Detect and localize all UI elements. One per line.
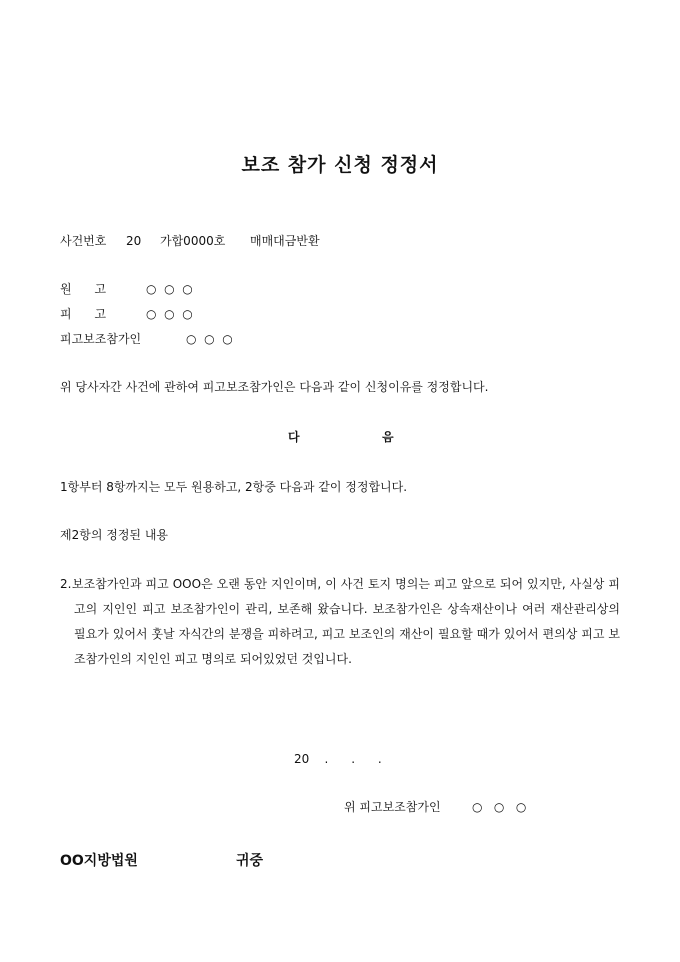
section-label: 제2항의 정정된 내용 <box>60 528 169 542</box>
intro-text: 위 당사자간 사건에 관하여 피고보조참가인은 다음과 같이 신청이유를 정정합니다. <box>60 380 489 394</box>
case-name: 매매대금반환 <box>250 234 320 248</box>
party-role-intervenor: 피고보조참가인 <box>60 332 142 346</box>
document-title: 보조 참가 신청 정정서 <box>241 154 439 176</box>
case-number: 가합0000호 <box>160 234 226 248</box>
party-role-defendant: 피 고 <box>60 307 107 321</box>
statement-text: 1항부터 8항까지는 모두 원용하고, 2항중 다음과 같이 정정합니다. <box>60 480 408 494</box>
signature-label: 위 피고보조참가인 <box>344 800 441 814</box>
case-label: 사건번호 <box>60 234 107 248</box>
case-year: 20 <box>126 234 142 248</box>
party-role-plaintiff: 원 고 <box>60 282 107 296</box>
party-name-plaintiff: ○ ○ ○ <box>146 282 193 296</box>
court-suffix: 귀중 <box>236 853 264 869</box>
heading-right: 음 <box>382 430 394 444</box>
party-name-defendant: ○ ○ ○ <box>146 307 193 321</box>
party-name-intervenor: ○ ○ ○ <box>186 332 233 346</box>
court-name: OO지방법원 <box>60 853 138 869</box>
heading-left: 다 <box>288 430 300 444</box>
paragraph-number: 2. <box>60 577 72 591</box>
signature-name: ○ ○ ○ <box>472 800 527 814</box>
date-line: 20 . . . <box>294 752 382 766</box>
paragraph-text: 보조참가인과 피고 OOO은 오랜 동안 지인이며, 이 사건 토지 명의는 피고 앞으로 되어 있지만, 사실상 피고의 지인인 피고 보조참가인이 관리, 보존해 왔습니다. 보조참가인은 상속재산이나 여러 재산관리상의 필요가 있어서 훗날 자식간의 분쟁을 피하려고, 피고 보조인의 재산이 필요할 때가 있어서 편의상 피고 보조참가인의 지인인 피고 명의로 되어있었던 것입니다. <box>72 577 620 666</box>
corrected-paragraph <box>60 572 620 672</box>
